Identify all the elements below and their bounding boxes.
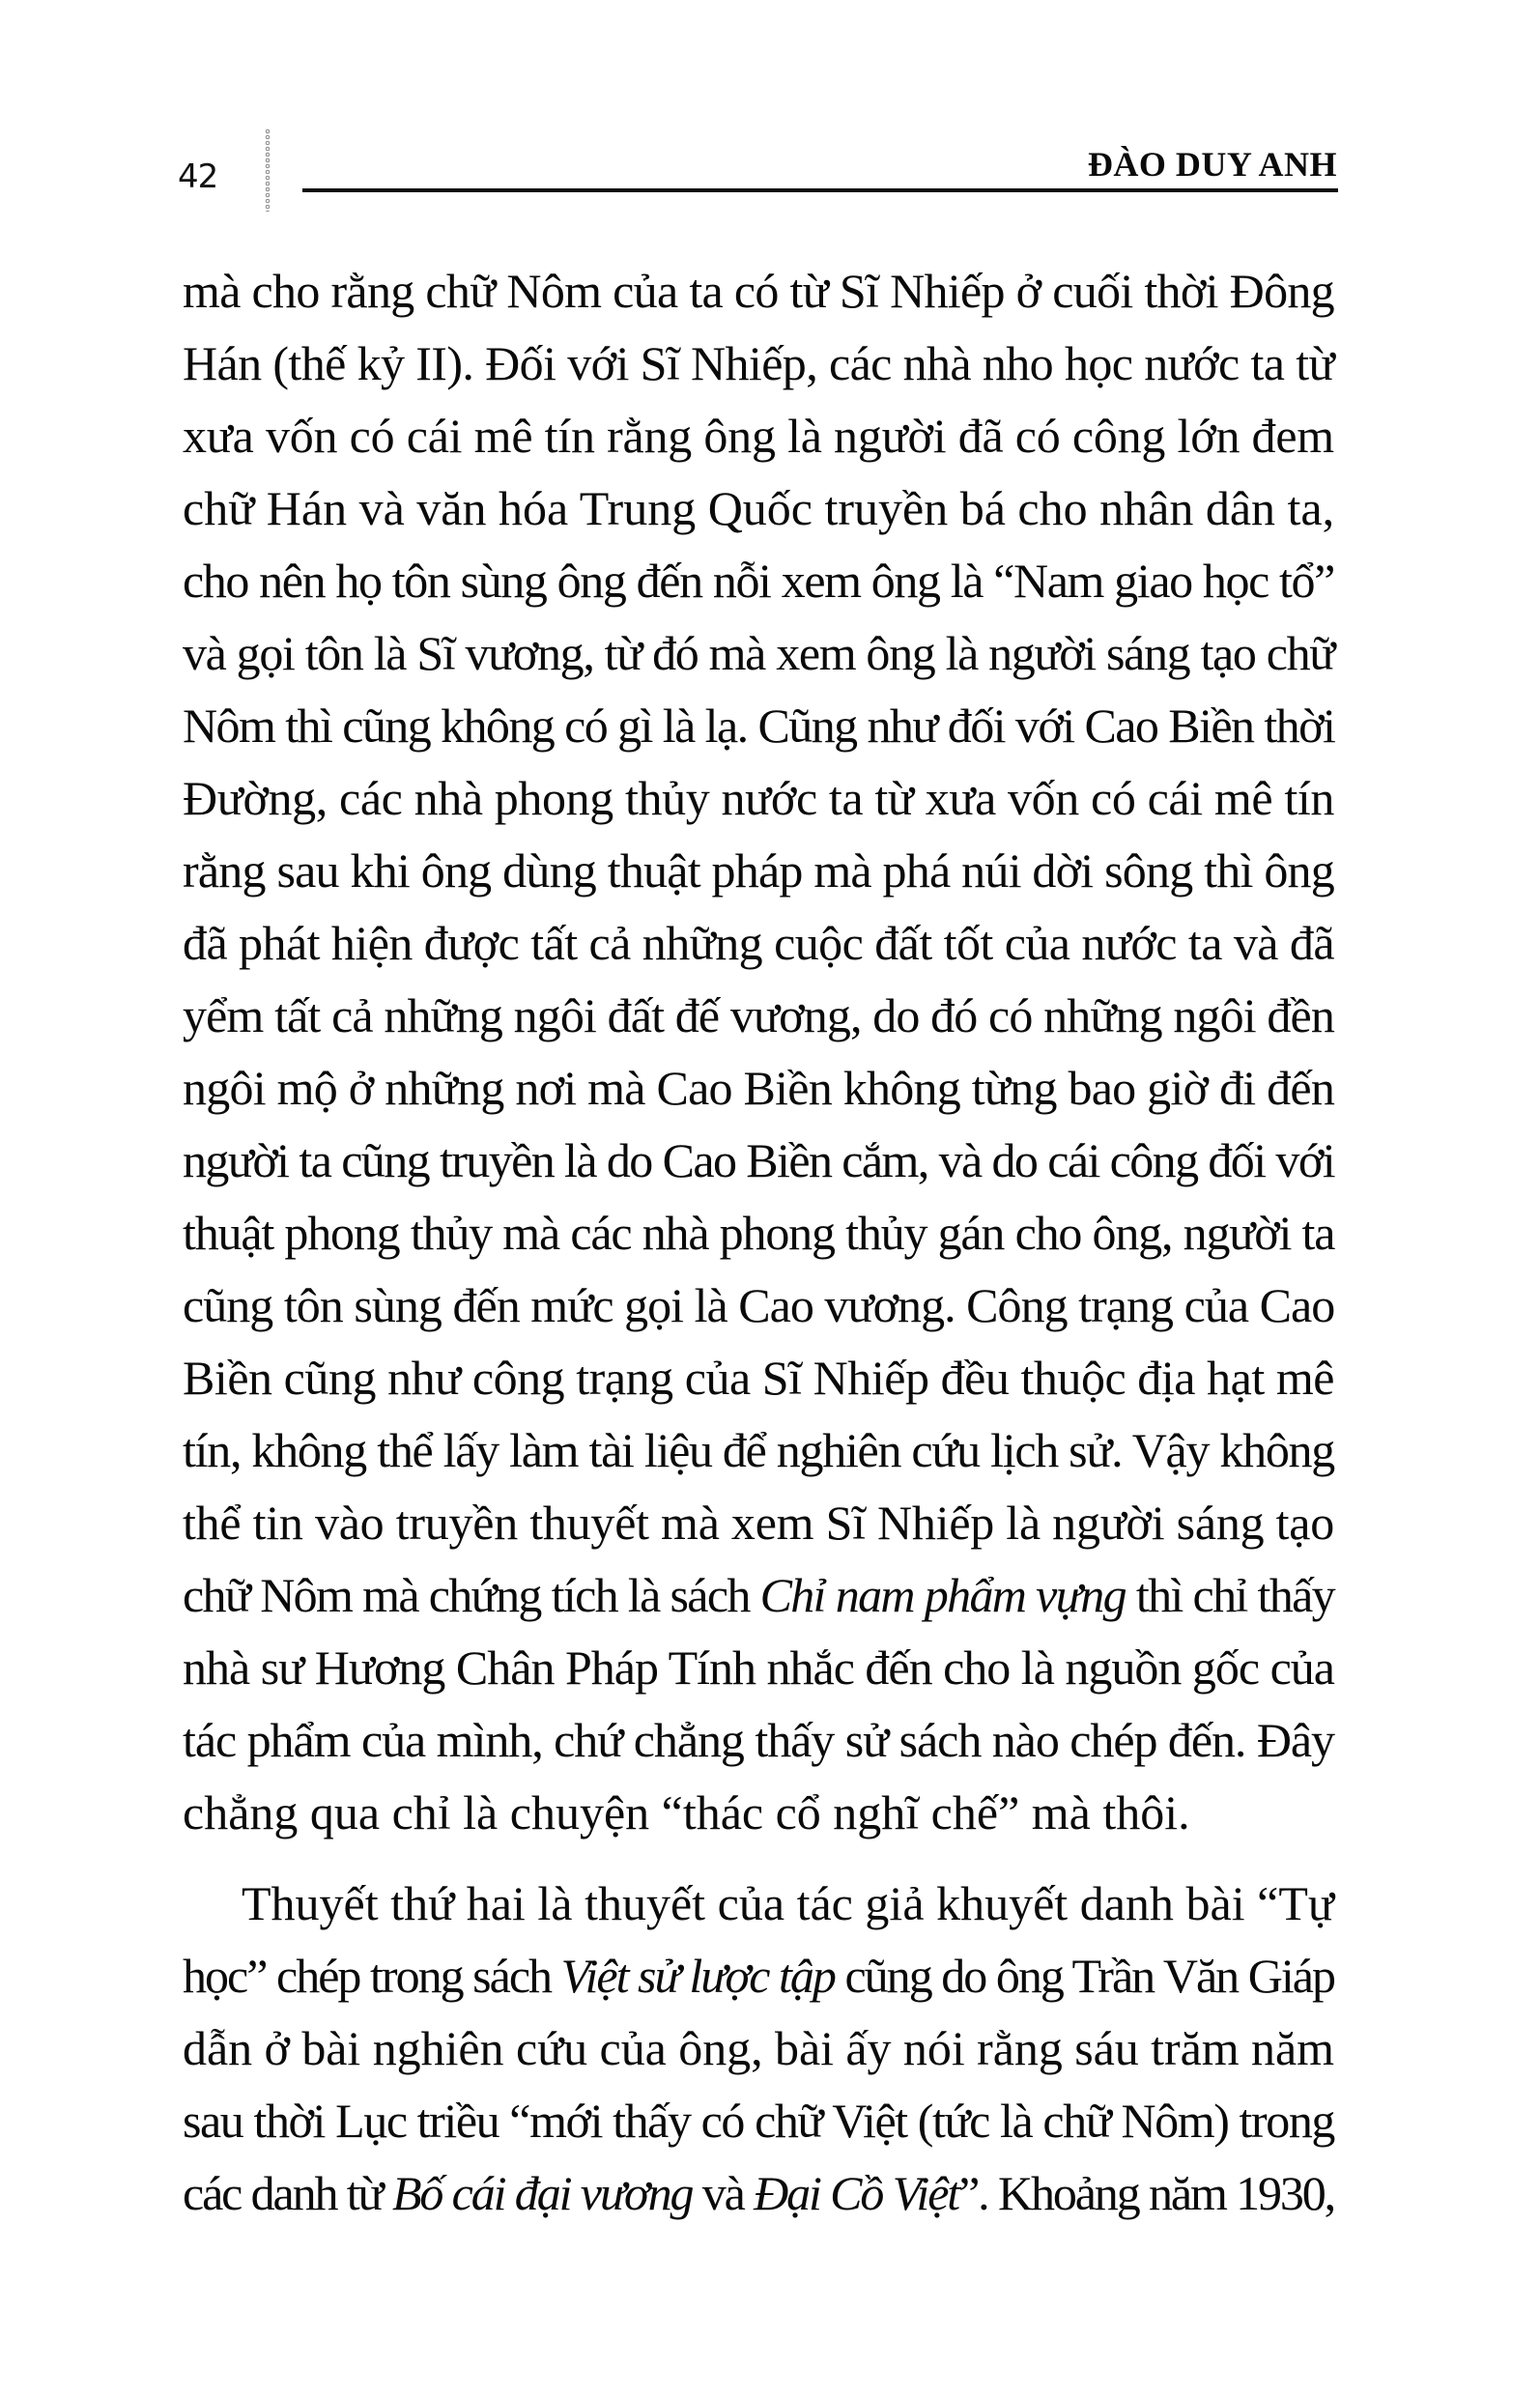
text-segment: sau thời Lục triều “mới thấy có chữ Việt (tức là chữ Nôm) trong bbox=[183, 2094, 1334, 2148]
text-segment: tác phẩm của mình, chứ chẳng thấy sử sách nào chép đến. Đây bbox=[183, 1713, 1334, 1767]
text-line bbox=[183, 1632, 1334, 1704]
italic-title-text: Đại Cồ Việt bbox=[754, 2166, 959, 2220]
text-line bbox=[183, 1868, 1334, 1940]
text-segment: tín, không thể lấy làm tài liệu để nghiên cứu lịch sử. Vậy không bbox=[183, 1423, 1334, 1477]
text-line bbox=[183, 472, 1334, 545]
text-segment: Hán (thế kỷ II). Đối với Sĩ Nhiếp, các nhà nho học nước ta từ bbox=[183, 336, 1334, 390]
text-segment: thì chỉ thấy bbox=[1125, 1568, 1334, 1622]
text-segment: chẳng qua chỉ là chuyện “thác cổ nghĩ chế” mà thôi. bbox=[183, 1785, 1190, 1840]
body-text bbox=[183, 255, 1334, 2230]
text-line bbox=[183, 2085, 1334, 2157]
text-line bbox=[183, 2157, 1334, 2230]
page-number: 42 bbox=[178, 157, 218, 196]
text-segment: ngôi mộ ở những nơi mà Cao Biền không từng bao giờ đi đến bbox=[183, 1061, 1335, 1115]
italic-title-text: Việt sử lược tập bbox=[560, 1949, 835, 2003]
paragraph-gap bbox=[183, 1849, 1334, 1868]
text-line bbox=[183, 1342, 1334, 1414]
text-line bbox=[183, 1052, 1334, 1125]
text-line bbox=[183, 1269, 1334, 1342]
text-line bbox=[183, 690, 1334, 762]
text-line bbox=[183, 255, 1334, 328]
text-line bbox=[183, 762, 1334, 835]
text-line bbox=[183, 545, 1334, 617]
text-segment: người ta cũng truyền là do Cao Biền cắm, và do cái công đối với bbox=[183, 1133, 1334, 1187]
header-rule bbox=[302, 188, 1338, 192]
text-segment: chữ Nôm mà chứng tích là sách bbox=[183, 1568, 760, 1622]
text-line bbox=[183, 617, 1334, 690]
text-segment: Đường, các nhà phong thủy nước ta từ xưa vốn có cái mê tín bbox=[183, 771, 1334, 825]
text-segment: cho nên họ tôn sùng ông đến nỗi xem ông là “Nam giao học tổ” bbox=[183, 554, 1334, 608]
text-segment: và gọi tôn là Sĩ vương, từ đó mà xem ông là người sáng tạo chữ bbox=[183, 626, 1334, 680]
text-segment: dẫn ở bài nghiên cứu của ông, bài ấy nói rằng sáu trăm năm bbox=[183, 2021, 1334, 2075]
text-segment: xưa vốn có cái mê tín rằng ông là người đã có công lớn đem bbox=[183, 409, 1334, 463]
paragraph bbox=[183, 255, 1334, 1849]
decorative-dotted-rule bbox=[264, 128, 271, 212]
text-segment: chữ Hán và văn hóa Trung Quốc truyền bá cho nhân dân ta, bbox=[183, 481, 1335, 535]
text-line bbox=[183, 835, 1334, 907]
text-line bbox=[183, 1704, 1334, 1777]
text-segment: Nôm thì cũng không có gì là lạ. Cũng như đối với Cao Biền thời bbox=[183, 699, 1335, 753]
running-title: ĐÀO DUY ANH bbox=[1087, 145, 1337, 184]
text-line bbox=[183, 1487, 1334, 1559]
text-segment: yểm tất cả những ngôi đất đế vương, do đó có những ngôi đền bbox=[183, 988, 1334, 1042]
text-segment: ”. Khoảng năm 1930, bbox=[958, 2166, 1335, 2220]
text-line bbox=[183, 907, 1334, 980]
text-line bbox=[183, 328, 1334, 400]
paragraph bbox=[183, 1868, 1334, 2230]
text-line bbox=[183, 1125, 1334, 1197]
text-segment: các danh từ bbox=[183, 2166, 392, 2220]
text-line bbox=[183, 1414, 1334, 1487]
text-segment: học” chép trong sách bbox=[183, 1949, 561, 2003]
text-segment: Biền cũng như công trạng của Sĩ Nhiếp đều thuộc địa hạt mê bbox=[183, 1351, 1334, 1405]
text-segment: Thuyết thứ hai là thuyết của tác giả khuyết danh bài “Tự bbox=[242, 1876, 1334, 1930]
text-segment: cũng do ông Trần Văn Giáp bbox=[834, 1949, 1334, 2003]
text-line bbox=[183, 2012, 1334, 2085]
text-segment: rằng sau khi ông dùng thuật pháp mà phá núi dời sông thì ông bbox=[183, 843, 1334, 898]
text-line bbox=[183, 1777, 1334, 1849]
text-line bbox=[183, 1559, 1334, 1632]
italic-title-text: Bố cái đại vương bbox=[391, 2166, 693, 2220]
text-line bbox=[183, 1197, 1334, 1269]
text-segment: đã phát hiện được tất cả những cuộc đất tốt của nước ta và đã bbox=[183, 916, 1334, 970]
italic-title-text: Chỉ nam phẩm vựng bbox=[759, 1568, 1126, 1622]
text-segment: thuật phong thủy mà các nhà phong thủy gán cho ông, người ta bbox=[183, 1206, 1335, 1260]
text-segment: cũng tôn sùng đến mức gọi là Cao vương. Công trạng của Cao bbox=[183, 1278, 1335, 1332]
text-segment: nhà sư Hương Chân Pháp Tính nhắc đến cho là nguồn gốc của bbox=[183, 1640, 1334, 1695]
text-line bbox=[183, 980, 1334, 1052]
text-segment: và bbox=[692, 2166, 755, 2220]
text-segment: thể tin vào truyền thuyết mà xem Sĩ Nhiếp là người sáng tạo bbox=[183, 1496, 1334, 1550]
text-line bbox=[183, 1940, 1334, 2012]
text-line bbox=[183, 400, 1334, 472]
text-segment: mà cho rằng chữ Nôm của ta có từ Sĩ Nhiếp ở cuối thời Đông bbox=[183, 264, 1334, 318]
